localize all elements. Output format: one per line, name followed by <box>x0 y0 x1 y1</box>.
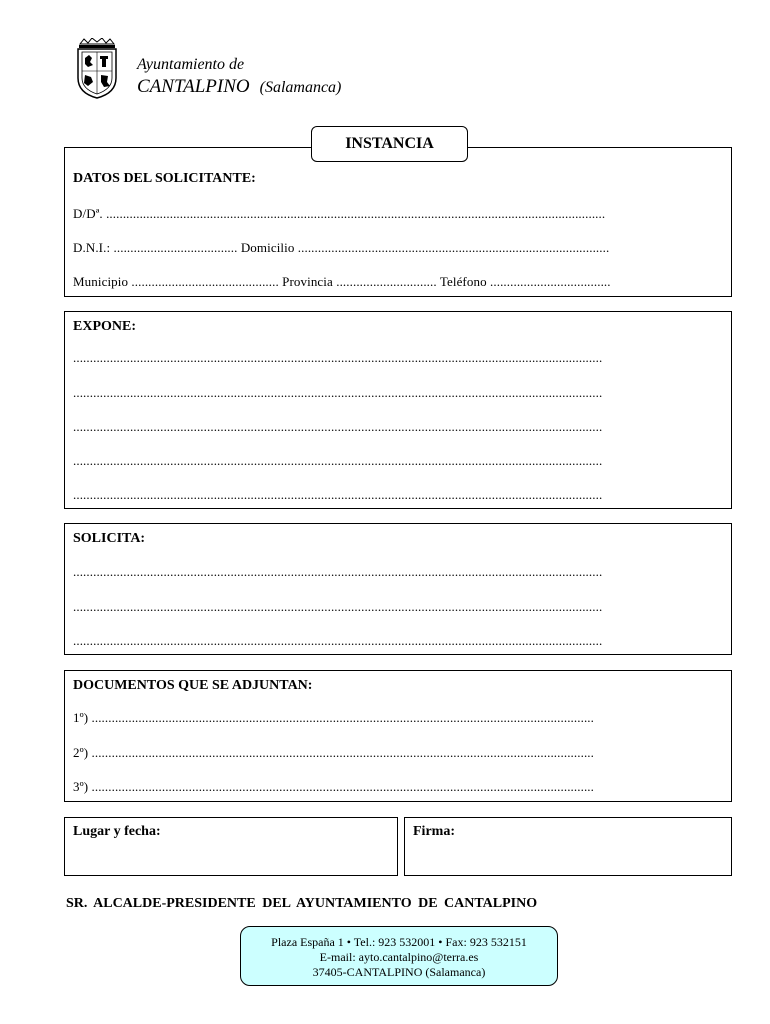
expone-line[interactable]: .............................................................................................................................................................. <box>73 419 603 434</box>
coat-of-arms-icon <box>74 38 120 100</box>
solicita-line[interactable]: .............................................................................................................................................................. <box>73 633 603 648</box>
firma-box[interactable] <box>404 817 732 876</box>
applicant-heading: DATOS DEL SOLICITANTE: <box>73 171 256 186</box>
form-title: INSTANCIA <box>311 126 468 162</box>
header-town <box>137 76 341 98</box>
municipio-provincia-telefono-field[interactable]: Municipio ............................................ Provincia .............................. Teléfono .................................... <box>73 274 611 289</box>
expone-line[interactable]: .............................................................................................................................................................. <box>73 385 603 400</box>
lugar-fecha-box[interactable] <box>64 817 398 876</box>
firma-label: Firma: <box>413 824 455 839</box>
documento-line[interactable]: 3º) ...................................................................................................................................................... <box>73 779 595 794</box>
documentos-heading: DOCUMENTOS QUE SE ADJUNTAN: <box>73 678 313 693</box>
solicita-line[interactable]: .............................................................................................................................................................. <box>73 564 603 579</box>
dni-domicilio-field[interactable]: D.N.I.: ..................................... Domicilio ............................................................................................. <box>73 240 610 255</box>
contact-email: E-mail: ayto.cantalpino@terra.es <box>319 950 479 964</box>
name-field[interactable]: D/Dª. ..................................................................................................................................................... <box>73 206 606 221</box>
documento-line[interactable]: 1º) ...................................................................................................................................................... <box>73 710 595 725</box>
expone-line[interactable]: .............................................................................................................................................................. <box>73 453 603 468</box>
contact-address-phone: Plaza España 1 • Tel.: 923 532001 • Fax: 923 532151 <box>271 935 527 949</box>
documento-line[interactable]: 2º) ...................................................................................................................................................... <box>73 745 595 760</box>
town-name: CANTALPINO <box>137 76 250 97</box>
contact-box <box>240 926 558 986</box>
solicita-section <box>64 523 732 655</box>
expone-line[interactable]: .............................................................................................................................................................. <box>73 487 603 502</box>
contact-postal: 37405-CANTALPINO (Salamanca) <box>312 965 486 979</box>
expone-section <box>64 311 732 509</box>
expone-heading: EXPONE: <box>73 319 136 334</box>
lugar-fecha-label: Lugar y fecha: <box>73 824 161 839</box>
documentos-section <box>64 670 732 802</box>
header-line1: Ayuntamiento de <box>137 56 245 73</box>
applicant-section <box>64 147 732 297</box>
expone-line[interactable]: .............................................................................................................................................................. <box>73 350 603 365</box>
province-name: (Salamanca) <box>259 79 342 96</box>
addressee: SR. ALCALDE-PRESIDENTE DEL AYUNTAMIENTO DE CANTALPINO <box>66 896 538 911</box>
solicita-line[interactable]: .............................................................................................................................................................. <box>73 599 603 614</box>
solicita-heading: SOLICITA: <box>73 531 146 546</box>
